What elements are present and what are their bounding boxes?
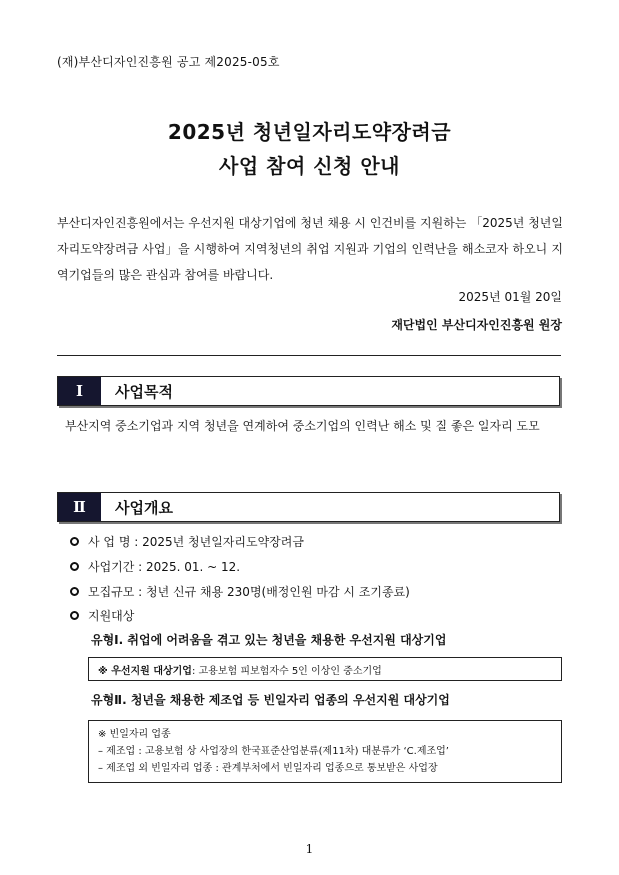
type2-note-line: – 제조업 외 빈일자리 업종 : 관계부처에서 빈일자리 업종으로 통보받은 사업장 [98, 763, 438, 774]
type1-note-text: : 고용보험 피보험자수 5인 이상인 중소기업 [191, 665, 382, 677]
overview-item-text: 사업기간 : 2025. 01. ~ 12. [88, 560, 241, 574]
section-number: Ⅱ [58, 493, 101, 521]
overview-item-text: 모집규모 : 청년 신규 채용 230명(배정인원 마감 시 조기종료) [88, 585, 410, 599]
circle-bullet-icon [70, 537, 79, 546]
overview-item-target [70, 607, 134, 624]
type2-note-box [88, 720, 562, 783]
issuer-name: 재단법인 부산디자인진흥원 원장 [391, 318, 562, 332]
section-header-overview [57, 492, 560, 522]
section-title: 사업목적 [115, 382, 173, 401]
overview-item-name [70, 533, 304, 550]
support-type-1: 유형Ⅰ. 취업에 어려움을 겪고 있는 청년을 채용한 우선지원 대상기업 [91, 633, 447, 647]
document-title-line2: 사업 참여 신청 안내 [219, 154, 400, 178]
type2-note-header: ※ 빈일자리 업종 [98, 729, 171, 740]
circle-bullet-icon [70, 587, 79, 596]
type1-note-box [88, 657, 562, 681]
section-number: Ⅰ [58, 377, 101, 405]
overview-item-text: 사 업 명 : 2025년 청년일자리도약장려금 [88, 535, 304, 549]
notice-number: (재)부산디자인진흥원 공고 제2025-05호 [57, 55, 280, 69]
purpose-text: 부산지역 중소기업과 지역 청년을 연계하여 중소기업의 인력난 해소 및 질 좋은 일자리 도모 [65, 419, 540, 433]
overview-item-text: 지원대상 [88, 609, 135, 623]
intro-paragraph: 부산디자인진흥원에서는 우선지원 대상기업에 청년 채용 시 인건비를 지원하는 「2025년 청년일자리도약장려금 사업」을 시행하여 지역청년의 취업 지원과 기업의 인력난을 해소코자 하오니 지역기업들의 많은 관심과 참여를 바랍니다. [57, 216, 563, 282]
support-type-2: 유형Ⅱ. 청년을 채용한 제조업 등 빈일자리 업종의 우선지원 대상기업 [91, 693, 450, 707]
type1-note-label: ※ 우선지원 대상기업 [98, 665, 192, 677]
overview-item-scale [70, 583, 410, 600]
type2-note-line: – 제조업 : 고용보험 상 사업장의 한국표준산업분류(제11차) 대분류가 ‘C.제조업’ [98, 746, 449, 757]
document-title-line1: 2025년 청년일자리도약장려금 [167, 120, 452, 144]
circle-bullet-icon [70, 611, 79, 620]
overview-item-period [70, 558, 240, 575]
section-title: 사업개요 [115, 498, 173, 517]
circle-bullet-icon [70, 562, 79, 571]
section-header-purpose [57, 376, 560, 406]
horizontal-divider [57, 355, 561, 356]
announcement-date: 2025년 01월 20일 [458, 290, 562, 304]
page-number: 1 [305, 842, 314, 856]
